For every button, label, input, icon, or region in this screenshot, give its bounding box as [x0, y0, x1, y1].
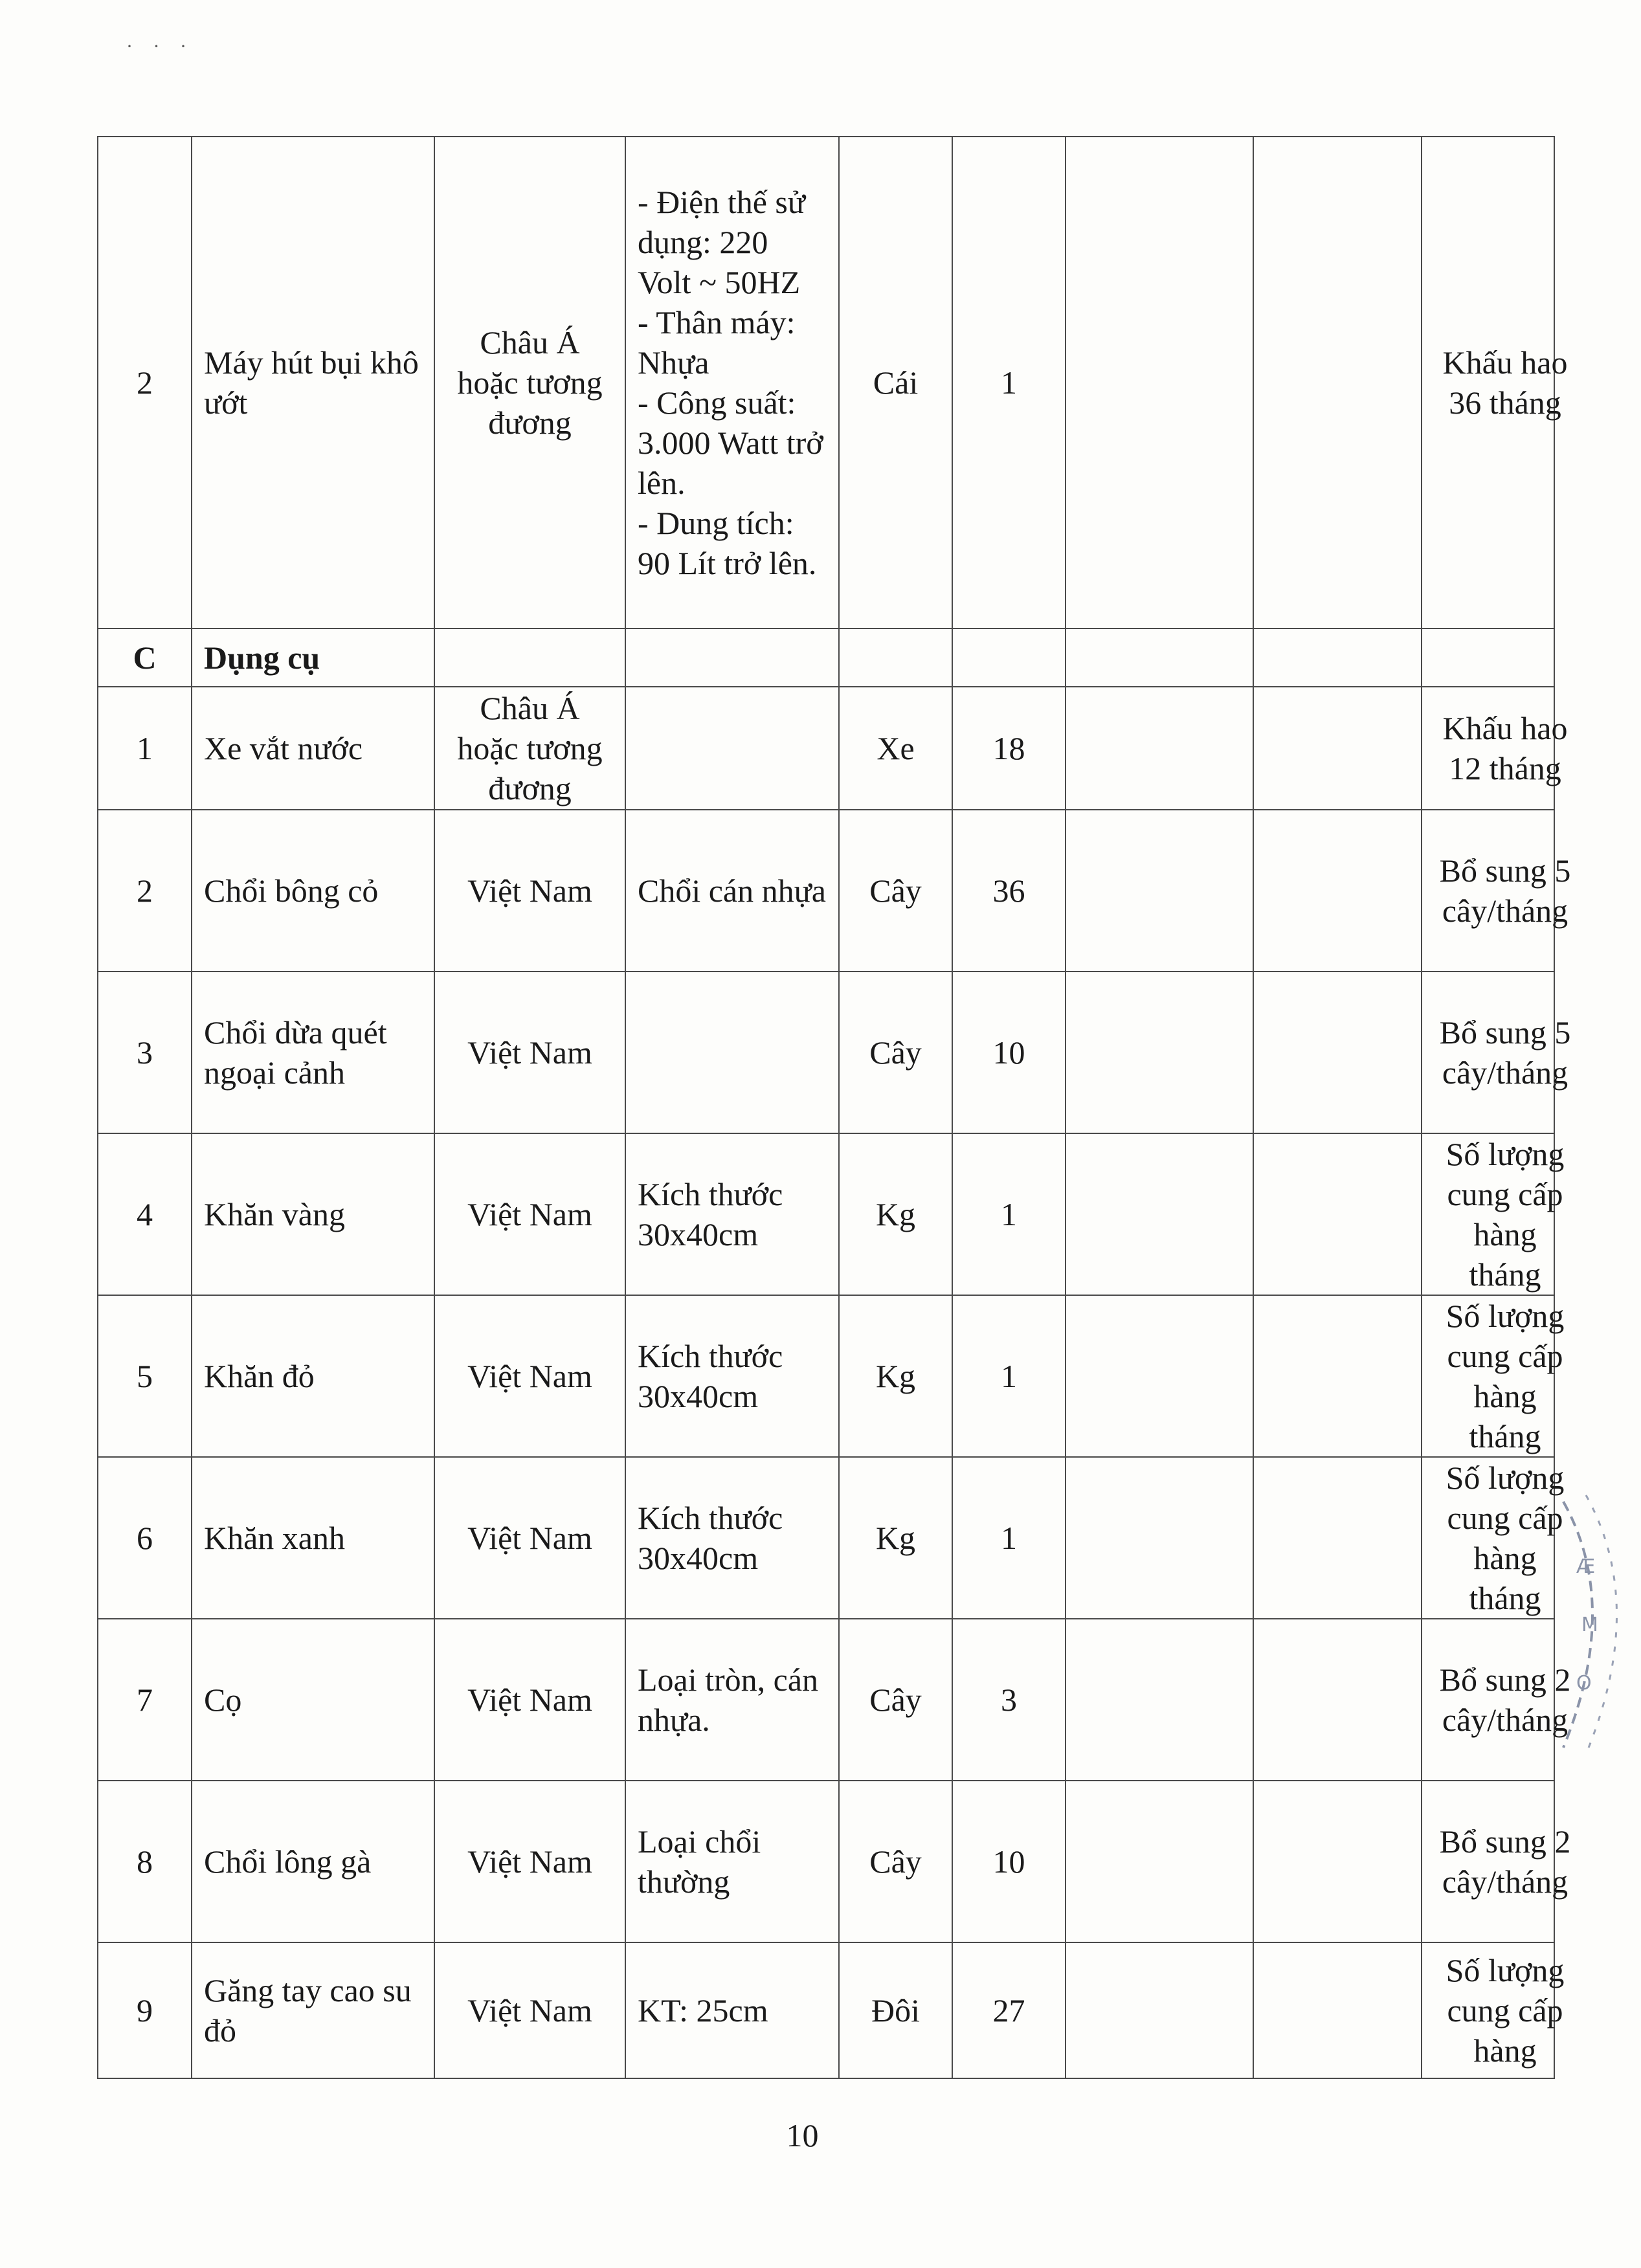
cell-origin: Việt Nam — [434, 1295, 625, 1457]
cell-spec — [625, 972, 839, 1133]
cell-stt: C — [98, 628, 192, 687]
cell-empty — [1253, 1295, 1422, 1457]
cell-unit: Kg — [839, 1457, 952, 1619]
table-body — [98, 137, 1571, 2078]
cell-qty: 3 — [952, 1619, 1066, 1781]
cell-empty — [1066, 687, 1253, 810]
spec-line: - Dung tích: 90 Lít trở lên. — [638, 505, 817, 581]
cell-empty — [1253, 1781, 1422, 1942]
cell-qty: 1 — [952, 1457, 1066, 1619]
cell-qty: 18 — [952, 687, 1066, 810]
note-text: Số lượng cung cấp hàng tháng — [1446, 1136, 1565, 1293]
cell-qty: 10 — [952, 972, 1066, 1133]
cell-name: Xe vắt nước — [192, 687, 434, 810]
cell-qty: 10 — [952, 1781, 1066, 1942]
table-row — [98, 810, 1554, 972]
spec-line: Chổi cán nhựa — [638, 873, 826, 909]
cell-qty: 1 — [952, 1295, 1066, 1457]
cell-unit: Cái — [839, 137, 952, 628]
cell-name: Chổi lông gà — [192, 1781, 434, 1942]
table-row — [98, 1942, 1554, 2078]
cell-empty — [1066, 137, 1253, 628]
table-clip — [97, 136, 1571, 2087]
section-row — [98, 628, 1554, 687]
cell-origin: Việt Nam — [434, 1457, 625, 1619]
cell-origin: Việt Nam — [434, 1133, 625, 1295]
cell-origin: Việt Nam — [434, 810, 625, 972]
cell-origin: Việt Nam — [434, 972, 625, 1133]
cell-empty — [1066, 1133, 1253, 1295]
note-text: Bổ sung 5 cây/tháng — [1439, 852, 1571, 929]
cell-empty — [1066, 1781, 1253, 1942]
cell-spec — [625, 1619, 839, 1781]
cell-stt: 6 — [98, 1457, 192, 1619]
cell-origin: Việt Nam — [434, 1942, 625, 2078]
cell-name: Găng tay cao su đỏ — [192, 1942, 434, 2078]
table-row — [98, 1295, 1554, 1457]
cell-unit: Kg — [839, 1133, 952, 1295]
note-text: Số lượng cung cấp hàng tháng — [1446, 1298, 1565, 1454]
note-text: Số lượng cung cấp hàng tháng — [1446, 1460, 1565, 1616]
table-row — [98, 1619, 1554, 1781]
cell-qty: 27 — [952, 1942, 1066, 2078]
table-row — [98, 137, 1554, 628]
spec-line: Kích thước 30x40cm — [638, 1176, 783, 1252]
spec-line: KT: 25cm — [638, 1992, 768, 2029]
cell-empty — [1066, 810, 1253, 972]
cell-name: Khăn vàng — [192, 1133, 434, 1295]
cell-empty — [1066, 972, 1253, 1133]
cell-empty — [434, 628, 625, 687]
cell-origin: Châu Á hoặc tương đương — [434, 687, 625, 810]
cell-stt: 9 — [98, 1942, 192, 2078]
equipment-table — [97, 136, 1571, 2079]
cell-empty — [1253, 810, 1422, 972]
spec-line: Kích thước 30x40cm — [638, 1338, 783, 1414]
cell-name: Máy hút bụi khô ướt — [192, 137, 434, 628]
cell-origin: Châu Á hoặc tương đương — [434, 137, 625, 628]
cell-empty — [1066, 1295, 1253, 1457]
cell-spec — [625, 1942, 839, 2078]
cell-empty — [1253, 1619, 1422, 1781]
cell-note — [1422, 1942, 1565, 2078]
cell-empty — [1066, 1619, 1253, 1781]
cell-empty — [1066, 1942, 1253, 2078]
cell-empty — [1422, 628, 1554, 687]
cell-unit: Cây — [839, 1781, 952, 1942]
cell-stt: 1 — [98, 687, 192, 810]
svg-text:Ӕ: Ӕ — [1576, 1555, 1596, 1578]
note-text: Khấu hao 12 tháng — [1442, 710, 1568, 786]
cell-note — [1422, 1781, 1571, 1942]
table-row — [98, 1457, 1554, 1619]
cell-name: Chổi bông cỏ — [192, 810, 434, 972]
table-row — [98, 972, 1554, 1133]
spec-line: - Thân máy: Nhựa — [638, 304, 796, 381]
cell-empty — [1066, 628, 1253, 687]
note-text: Bổ sung 5 cây/tháng — [1439, 1014, 1571, 1091]
note-text: Số lượng cung cấp hàng — [1446, 1952, 1565, 2069]
cell-stt: 2 — [98, 810, 192, 972]
cell-unit: Cây — [839, 1619, 952, 1781]
cell-section-title: Dụng cụ — [192, 628, 434, 687]
cell-empty — [952, 628, 1066, 687]
cell-qty: 36 — [952, 810, 1066, 972]
cell-note — [1422, 1457, 1565, 1619]
page-number: 10 — [786, 2117, 819, 2153]
cell-name: Cọ — [192, 1619, 434, 1781]
cell-empty — [625, 628, 839, 687]
cell-unit: Cây — [839, 810, 952, 972]
cell-spec — [625, 1457, 839, 1619]
cell-empty — [1253, 687, 1422, 810]
spec-line: Kích thước 30x40cm — [638, 1500, 783, 1576]
seal-stamp-fragment — [1550, 1476, 1641, 1761]
note-text: Bổ sung 2 cây/tháng — [1439, 1823, 1571, 1900]
cell-empty — [1253, 137, 1422, 628]
cell-unit: Kg — [839, 1295, 952, 1457]
cell-empty — [1253, 628, 1422, 687]
scan-specks: · · · — [126, 36, 194, 57]
svg-text:O: O — [1576, 1672, 1592, 1695]
cell-unit: Xe — [839, 687, 952, 810]
cell-stt: 2 — [98, 137, 192, 628]
cell-empty — [839, 628, 952, 687]
svg-text:M: M — [1581, 1614, 1598, 1636]
cell-spec — [625, 137, 839, 628]
table-row — [98, 1133, 1554, 1295]
cell-empty — [1253, 1457, 1422, 1619]
spec-line: - Điện thế sử dụng: 220 Volt ~ 50HZ — [638, 184, 805, 300]
cell-spec — [625, 1295, 839, 1457]
cell-empty — [1253, 972, 1422, 1133]
cell-note — [1422, 1619, 1571, 1781]
cell-stt: 5 — [98, 1295, 192, 1457]
table-row — [98, 1781, 1554, 1942]
cell-qty: 1 — [952, 137, 1066, 628]
cell-empty — [1066, 1457, 1253, 1619]
cell-name: Khăn đỏ — [192, 1295, 434, 1457]
cell-stt: 8 — [98, 1781, 192, 1942]
cell-note — [1422, 1133, 1565, 1295]
cell-origin: Việt Nam — [434, 1781, 625, 1942]
cell-stt: 4 — [98, 1133, 192, 1295]
cell-stt: 7 — [98, 1619, 192, 1781]
cell-note — [1422, 972, 1571, 1133]
cell-empty — [1253, 1133, 1422, 1295]
cell-origin: Việt Nam — [434, 1619, 625, 1781]
cell-unit: Đôi — [839, 1942, 952, 2078]
cell-spec — [625, 1133, 839, 1295]
spec-line: Loại tròn, cán nhựa. — [638, 1662, 819, 1738]
note-text: Bổ sung 2 cây/tháng — [1439, 1662, 1571, 1738]
spec-line: - Công suất: 3.000 Watt trở lên. — [638, 384, 823, 501]
cell-unit: Cây — [839, 972, 952, 1133]
spec-line: Loại chổi thường — [638, 1823, 761, 1900]
cell-name: Chổi dừa quét ngoại cảnh — [192, 972, 434, 1133]
table-row — [98, 687, 1554, 810]
cell-spec — [625, 1781, 839, 1942]
cell-stt: 3 — [98, 972, 192, 1133]
cell-spec — [625, 687, 839, 810]
cell-spec — [625, 810, 839, 972]
cell-note — [1422, 810, 1571, 972]
cell-note — [1422, 1295, 1565, 1457]
note-text: Khấu hao 36 tháng — [1442, 344, 1568, 421]
cell-note — [1422, 137, 1568, 628]
cell-qty: 1 — [952, 1133, 1066, 1295]
cell-name: Khăn xanh — [192, 1457, 434, 1619]
cell-empty — [1253, 1942, 1422, 2078]
cell-note — [1422, 687, 1568, 810]
